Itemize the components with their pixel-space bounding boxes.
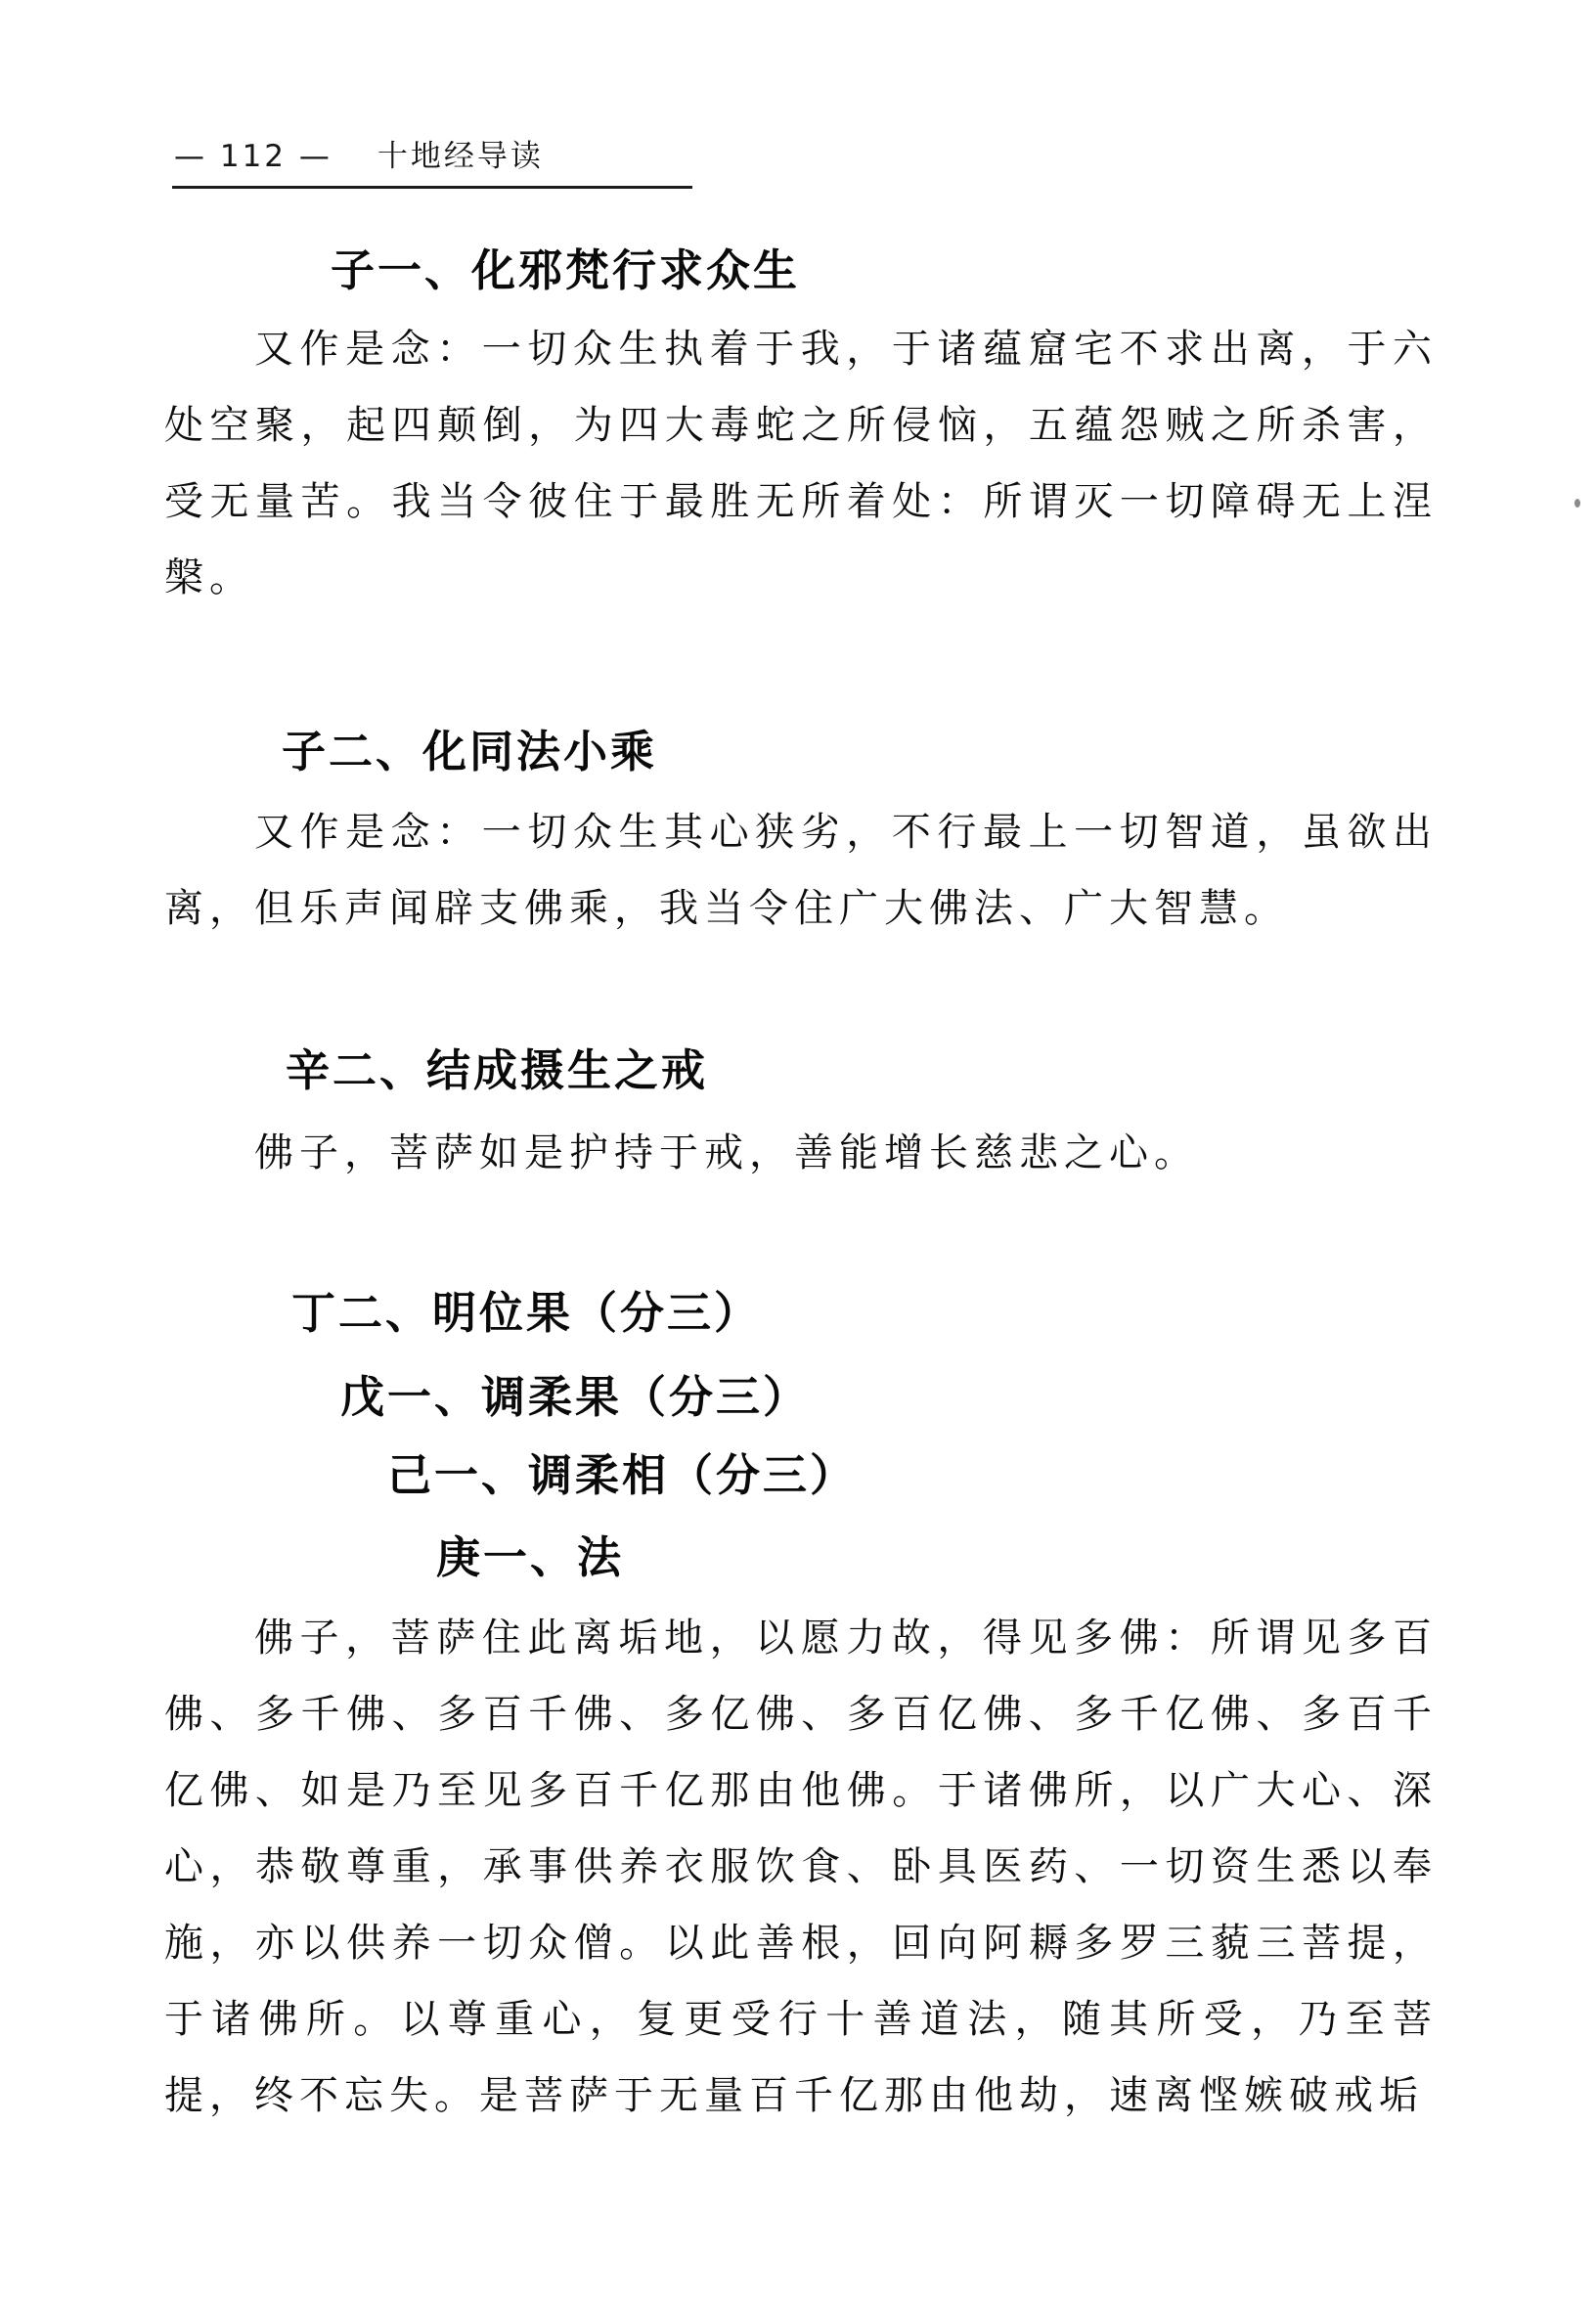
- scan-speck: [1574, 499, 1580, 508]
- paragraph-4: 佛子，菩萨住此离垢地，以愿力故，得见多佛：所谓见多百佛、多千佛、多百千佛、多亿佛、多百亿佛、多千亿佛、多百千亿佛、如是乃至见多百千亿那由他佛。于诸佛所，以广大心、深心，恭敬尊重，承事供养衣服饮食、卧具医药、一切资生悉以奉施，亦以供养一切众僧。以此善根，回向阿耨多罗三藐三菩提，于诸佛所。以尊重心，复更受行十善道法，随其所受，乃至菩提，终不忘失。是菩萨于无量百千亿那由他劫，速离悭嫉破戒垢: [164, 1616, 1438, 2118]
- heading-xin2-precept-conclusion: 辛二、结成摄生之戒: [286, 1044, 709, 1096]
- heading-wu1-gentle-fruit: 戊一、调柔果（分三）: [340, 1371, 811, 1423]
- paragraph-1: 又作是念：一切众生执着于我，于诸蕴窟宅不求出离，于六处空聚，起四颠倒，为四大毒蛇之所侵恼，五蕴怨贼之所杀害，受无量苦。我当令彼住于最胜无所着处：所谓灭一切障碍无上涅槃。: [164, 327, 1438, 600]
- heading-zi1-convert-wrong-practices: 子一、化邪梵行求众生: [331, 244, 801, 296]
- page-number: — 112 —: [174, 139, 332, 174]
- heading-zi2-convert-small-vehicle: 子二、化同法小乘: [282, 726, 658, 777]
- paragraph-3: 佛子，菩萨如是护持于戒，善能增长慈悲之心。: [254, 1130, 1199, 1175]
- heading-ji1-gentle-aspect: 己一、调柔相（分三）: [387, 1449, 858, 1501]
- header-rule: [172, 186, 692, 189]
- paragraph-2: 又作是念：一切众生其心狭劣，不行最上一切智道，虽欲出离，但乐声闻辟支佛乘，我当令住广大佛法、广大智慧。: [164, 810, 1438, 931]
- heading-ding2-stage-fruit: 丁二、明位果（分三）: [291, 1287, 762, 1339]
- page-header: [174, 131, 544, 175]
- heading-geng1-dharma: 庚一、法: [436, 1531, 625, 1583]
- running-title: 十地经导读: [377, 139, 544, 174]
